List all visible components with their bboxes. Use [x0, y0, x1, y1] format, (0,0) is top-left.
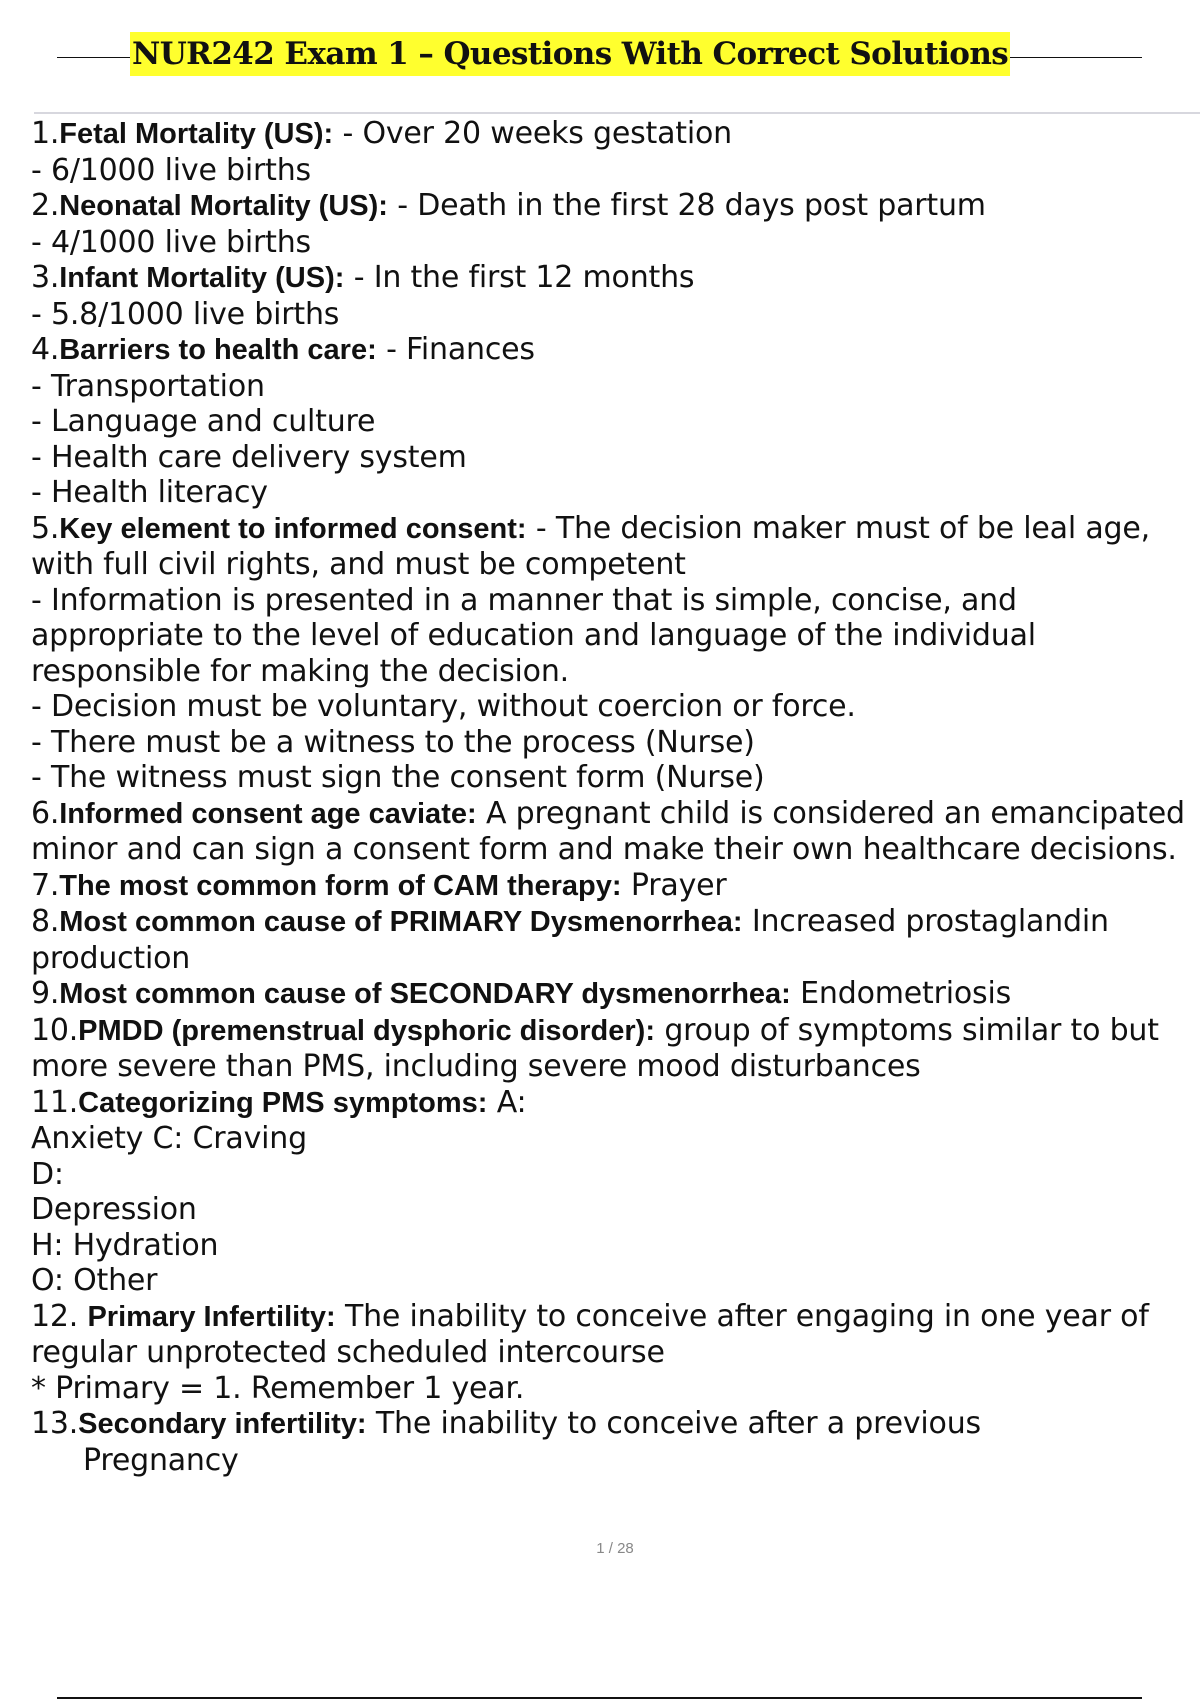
item-number: 10.	[31, 1012, 79, 1048]
item-detail: - 6/1000 live births	[31, 152, 311, 188]
item-number: 4.	[31, 332, 60, 367]
item-text: - In the first 12 months	[344, 260, 695, 295]
item-term: Neonatal Mortality (US):	[59, 190, 388, 222]
list-item	[31, 260, 1197, 297]
list-item	[31, 904, 1197, 976]
item-detail: - 4/1000 live births	[31, 224, 311, 260]
item-detail: - There must be a witness to the process (Nurse)	[31, 724, 755, 760]
list-item	[31, 511, 1197, 583]
document-body	[31, 116, 1197, 1478]
item-term: Infant Mortality (US):	[59, 262, 345, 294]
item-text: - Death in the first 28 days post partum	[387, 188, 986, 223]
item-detail: Depression	[31, 1192, 197, 1227]
item-text: group of symptoms similar to but more severe than PMS, including severe mood disturbances	[31, 1012, 1159, 1084]
item-number: 11.	[31, 1084, 79, 1120]
item-detail: D:	[31, 1156, 64, 1192]
page-number: 1 / 28	[596, 1540, 634, 1557]
separator-rule	[34, 112, 1200, 114]
list-item	[31, 1406, 1197, 1443]
item-term: Fetal Mortality (US):	[59, 118, 334, 150]
list-item	[31, 976, 1197, 1013]
item-text: The inability to conceive after a previous	[366, 1406, 981, 1441]
item-term: Most common cause of PRIMARY Dysmenorrhea:	[59, 906, 743, 938]
item-detail: H: Hydration	[31, 1227, 219, 1263]
item-number: 6.	[31, 795, 60, 831]
item-detail: * Primary = 1. Remember 1 year.	[31, 1370, 525, 1406]
item-number: 8.	[31, 904, 60, 939]
item-term: Categorizing PMS symptoms:	[78, 1086, 488, 1119]
item-term: Key element to informed consent:	[59, 512, 527, 545]
item-number: 3.	[31, 260, 60, 295]
list-item	[31, 1013, 1197, 1085]
list-item	[31, 1085, 1197, 1122]
item-detail: O: Other	[31, 1263, 158, 1298]
item-number: 13.	[31, 1406, 79, 1441]
item-detail: - 5.8/1000 live births	[31, 296, 340, 332]
item-number: 7.	[31, 867, 60, 903]
item-detail: - Decision must be voluntary, without coercion or force.	[31, 689, 856, 724]
item-detail: - Health care delivery system	[31, 439, 467, 475]
item-text: A:	[487, 1084, 527, 1120]
item-term: Barriers to health care:	[59, 334, 377, 366]
page-title: NUR242 Exam 1 – Questions With Correct Solutions	[130, 32, 1010, 76]
list-item	[31, 796, 1197, 868]
item-term: Primary Infertility:	[87, 1300, 336, 1333]
item-detail: - Health literacy	[31, 475, 268, 510]
item-detail: - Information is presented in a manner that is simple, concise, and appropriate to the level of education and language of the individual responsible for making the decision.	[31, 582, 1036, 689]
item-number: 1.	[31, 116, 60, 151]
list-item	[31, 332, 1197, 369]
item-text: Endometriosis	[790, 976, 1012, 1011]
item-continuation: Pregnancy	[83, 1442, 239, 1478]
item-detail: - Language and culture	[31, 404, 376, 439]
list-item	[31, 188, 1197, 225]
item-term: Secondary infertility:	[78, 1408, 367, 1440]
title-row	[57, 32, 1142, 84]
item-detail: - Transportation	[31, 368, 265, 404]
item-text: Prayer	[621, 867, 727, 903]
item-detail: Anxiety C: Craving	[31, 1121, 307, 1156]
item-number: 2.	[31, 188, 60, 223]
item-number: 9.	[31, 976, 60, 1011]
list-item	[31, 868, 1197, 905]
item-number: 12.	[31, 1298, 88, 1334]
item-term: Informed consent age caviate:	[59, 797, 477, 830]
item-term: The most common form of CAM therapy:	[59, 869, 622, 902]
list-item	[31, 116, 1197, 153]
item-text: - Over 20 weeks gestation	[333, 116, 732, 151]
item-text: - The decision maker must of be leal age, with full civil rights, and must be competent	[31, 510, 1150, 582]
item-term: Most common cause of SECONDARY dysmenorrhea:	[59, 978, 791, 1010]
item-text: The inability to conceive after engaging in one year of regular unprotected scheduled intercourse	[31, 1298, 1149, 1370]
item-text: A pregnant child is considered an emancipated minor and can sign a consent form and make their own healthcare decisions.	[31, 795, 1185, 867]
item-text: - Finances	[376, 332, 535, 367]
item-text: Increased prostaglandin production	[31, 904, 1109, 976]
item-term: PMDD (premenstrual dysphoric disorder):	[78, 1014, 655, 1047]
bottom-rule	[57, 1697, 1142, 1699]
item-detail: - The witness must sign the consent form (Nurse)	[31, 760, 765, 795]
list-item	[31, 1299, 1197, 1371]
item-number: 5.	[31, 510, 60, 546]
